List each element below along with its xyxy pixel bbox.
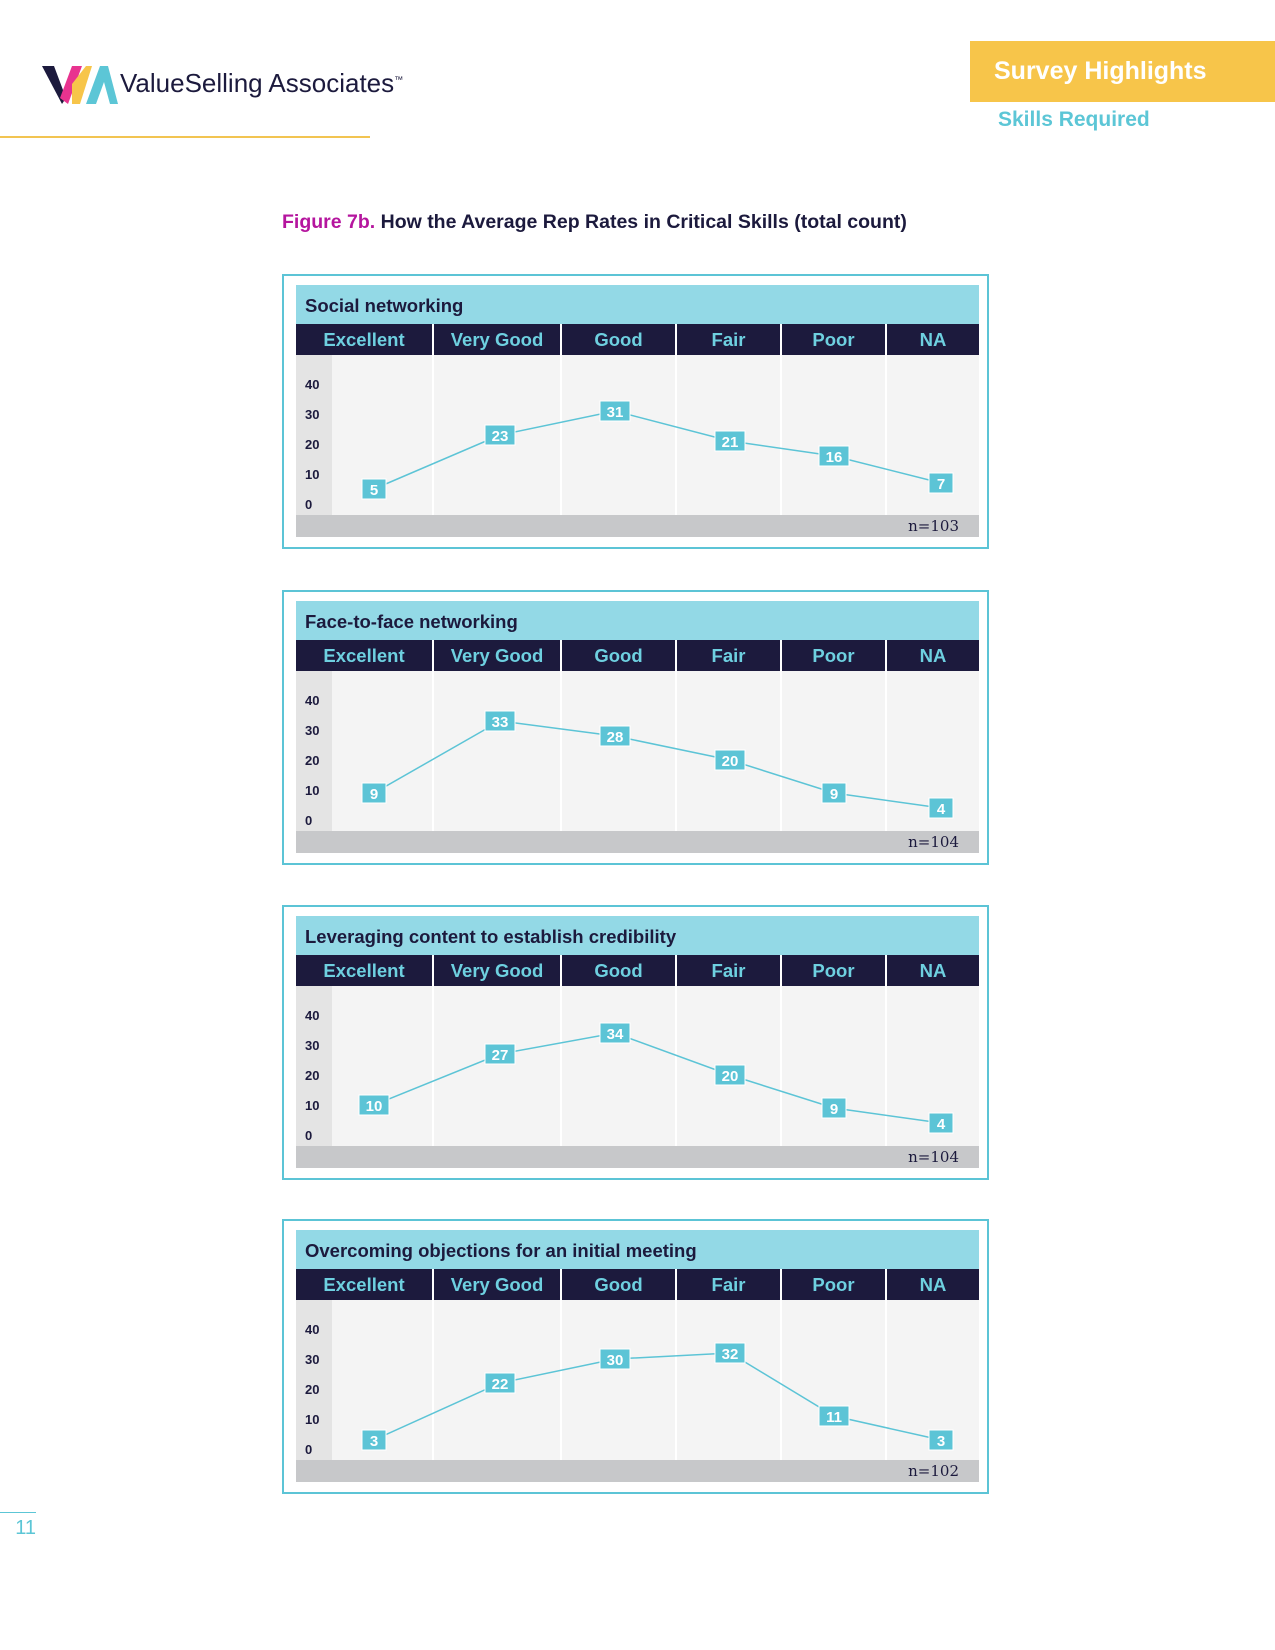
page-number: 11	[0, 1512, 36, 1540]
y-tick-label: 20	[305, 753, 320, 768]
data-label: 9	[369, 786, 379, 803]
category-label: NA	[887, 955, 979, 986]
category-label: Poor	[782, 640, 885, 671]
data-label: 20	[721, 753, 739, 770]
series-line	[374, 721, 941, 808]
line-chart	[296, 1300, 979, 1460]
data-label: 31	[606, 404, 624, 421]
plot-area	[296, 355, 979, 515]
data-label: 20	[721, 1068, 739, 1085]
y-tick-label: 0	[305, 497, 313, 512]
category-label: NA	[887, 640, 979, 671]
sample-size-label: n=102	[296, 1460, 979, 1482]
category-label: Good	[562, 324, 675, 355]
chart-title: Social networking	[296, 285, 979, 324]
y-tick-label: 30	[305, 723, 320, 738]
line-chart	[296, 671, 979, 831]
category-label: Good	[562, 640, 675, 671]
plot-area	[296, 671, 979, 831]
category-label: Poor	[782, 955, 885, 986]
series-line	[374, 1353, 941, 1440]
category-label: Good	[562, 1269, 675, 1300]
data-label: 7	[936, 476, 946, 493]
data-label: 30	[606, 1352, 624, 1369]
data-label: 22	[491, 1376, 509, 1393]
data-label: 21	[721, 434, 739, 451]
data-label: 23	[491, 428, 509, 445]
y-tick-label: 0	[305, 1128, 313, 1143]
y-tick-label: 0	[305, 813, 313, 828]
data-label: 28	[606, 729, 624, 746]
figure-caption: How the Average Rep Rates in Critical Skills (total count)	[380, 211, 907, 233]
category-label: NA	[887, 1269, 979, 1300]
category-label: Excellent	[296, 324, 432, 355]
section-banner: Survey Highlights	[970, 41, 1275, 102]
category-label: Very Good	[434, 640, 560, 671]
sample-size-label: n=104	[296, 1146, 979, 1168]
y-tick-label: 10	[305, 467, 320, 482]
chart-title: Overcoming objections for an initial meeting	[296, 1230, 979, 1269]
data-label: 32	[721, 1346, 739, 1363]
chart-title: Face-to-face networking	[296, 601, 979, 640]
y-tick-label: 40	[305, 693, 320, 708]
chart-title: Leveraging content to establish credibility	[296, 916, 979, 955]
y-tick-label: 40	[305, 377, 320, 392]
y-tick-label: 0	[305, 1442, 313, 1457]
data-label: 10	[365, 1098, 383, 1115]
y-tick-label: 20	[305, 1068, 320, 1083]
category-label: Good	[562, 955, 675, 986]
data-label: 27	[491, 1047, 509, 1064]
data-label: 34	[606, 1026, 624, 1043]
category-label: Excellent	[296, 1269, 432, 1300]
data-label: 9	[829, 1101, 839, 1118]
category-label: Poor	[782, 324, 885, 355]
y-tick-label: 30	[305, 407, 320, 422]
plot-area	[296, 986, 979, 1146]
y-tick-label: 10	[305, 1098, 320, 1113]
category-label: Very Good	[434, 324, 560, 355]
category-header-row	[296, 955, 979, 986]
data-label: 16	[825, 449, 843, 466]
category-label: Excellent	[296, 955, 432, 986]
y-tick-label: 30	[305, 1038, 320, 1053]
data-label: 5	[369, 482, 379, 499]
chart-panel	[282, 274, 989, 549]
category-header-row	[296, 324, 979, 355]
series-line	[374, 411, 941, 489]
category-label: Very Good	[434, 1269, 560, 1300]
category-label: Excellent	[296, 640, 432, 671]
data-label: 3	[369, 1433, 379, 1450]
category-label: Fair	[677, 324, 780, 355]
data-label: 4	[936, 801, 946, 818]
logo-wordmark: ValueSelling Associates™	[120, 68, 404, 98]
y-tick-label: 20	[305, 1382, 320, 1397]
section-subtitle: Skills Required	[998, 108, 1150, 131]
line-chart	[296, 355, 979, 515]
y-tick-label: 40	[305, 1008, 320, 1023]
category-label: Very Good	[434, 955, 560, 986]
y-tick-label: 30	[305, 1352, 320, 1367]
figure-title	[282, 211, 907, 234]
y-tick-label: 10	[305, 783, 320, 798]
sample-size-label: n=104	[296, 831, 979, 853]
chart-panel	[282, 905, 989, 1180]
category-label: Fair	[677, 640, 780, 671]
y-tick-label: 10	[305, 1412, 320, 1427]
category-header-row	[296, 1269, 979, 1300]
header-rule	[0, 136, 370, 138]
data-label: 4	[936, 1116, 946, 1133]
y-tick-label: 20	[305, 437, 320, 452]
sample-size-label: n=103	[296, 515, 979, 537]
data-label: 33	[491, 714, 509, 731]
chart-panel	[282, 590, 989, 865]
category-header-row	[296, 640, 979, 671]
data-label: 3	[936, 1433, 946, 1450]
y-tick-label: 40	[305, 1322, 320, 1337]
line-chart	[296, 986, 979, 1146]
category-label: Poor	[782, 1269, 885, 1300]
vsa-logo-mark-icon	[42, 64, 118, 106]
plot-area	[296, 1300, 979, 1460]
category-label: Fair	[677, 1269, 780, 1300]
category-label: NA	[887, 324, 979, 355]
data-label: 9	[829, 786, 839, 803]
category-label: Fair	[677, 955, 780, 986]
chart-panel	[282, 1219, 989, 1494]
series-line	[374, 1033, 941, 1123]
data-label: 11	[826, 1409, 842, 1426]
figure-number: Figure 7b.	[282, 211, 376, 233]
